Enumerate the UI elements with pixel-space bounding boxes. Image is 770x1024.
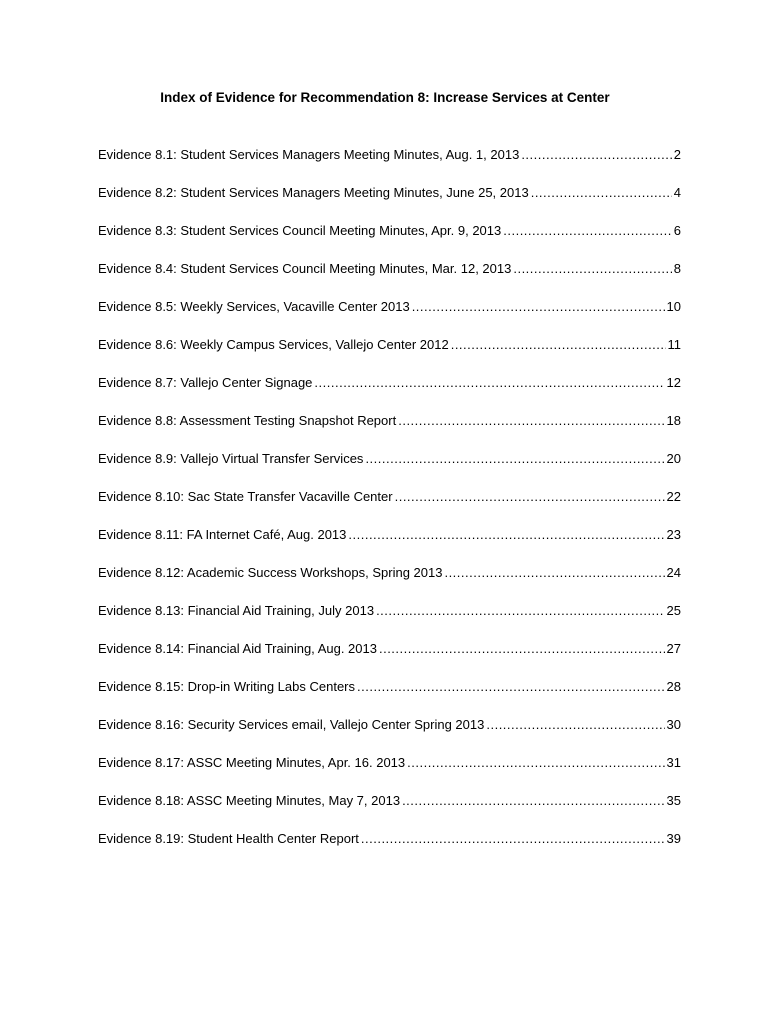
entry-title: Evidence 8.16: Security Services email, Vallejo Center Spring 2013	[98, 717, 485, 732]
evidence-index-list	[98, 145, 681, 867]
dot-leader	[503, 221, 672, 241]
entry-title: Evidence 8.17: ASSC Meeting Minutes, Apr. 16. 2013	[98, 755, 406, 770]
entry-page-number: 25	[666, 603, 681, 618]
dot-leader	[407, 753, 664, 773]
dot-leader	[357, 677, 665, 697]
entry-page-number: 6	[673, 223, 681, 238]
dot-leader	[379, 639, 665, 659]
dot-leader	[513, 259, 671, 279]
entry-title: Evidence 8.14: Financial Aid Training, Aug. 2013	[98, 641, 377, 656]
dot-leader	[531, 183, 672, 203]
entry-page-number: 11	[667, 337, 681, 352]
index-entry	[98, 297, 681, 335]
index-entry	[98, 259, 681, 297]
dot-leader	[361, 829, 665, 849]
entry-page-number: 39	[666, 831, 681, 846]
entry-title: Evidence 8.11: FA Internet Café, Aug. 2013	[98, 527, 347, 542]
index-entry	[98, 715, 681, 753]
entry-title: Evidence 8.15: Drop-in Writing Labs Centers	[98, 679, 355, 694]
entry-page-number: 28	[666, 679, 681, 694]
index-entry	[98, 677, 681, 715]
dot-leader	[376, 601, 664, 621]
entry-title: Evidence 8.19: Student Health Center Report	[98, 831, 359, 846]
dot-leader	[486, 715, 664, 735]
entry-page-number: 22	[666, 489, 681, 504]
entry-title: Evidence 8.8: Assessment Testing Snapshot Report	[98, 413, 397, 428]
entry-title: Evidence 8.5: Weekly Services, Vacaville Center 2013	[98, 299, 410, 314]
index-entry	[98, 373, 681, 411]
index-entry	[98, 829, 681, 867]
index-entry	[98, 525, 681, 563]
entry-page-number: 30	[666, 717, 681, 732]
entry-page-number: 23	[666, 527, 681, 542]
entry-title: Evidence 8.9: Vallejo Virtual Transfer Services	[98, 451, 364, 466]
index-entry	[98, 487, 681, 525]
entry-title: Evidence 8.7: Vallejo Center Signage	[98, 375, 313, 390]
entry-title: Evidence 8.4: Student Services Council Meeting Minutes, Mar. 12, 2013	[98, 261, 512, 276]
dot-leader	[395, 487, 665, 507]
entry-page-number: 20	[666, 451, 681, 466]
index-entry	[98, 563, 681, 601]
entry-title: Evidence 8.2: Student Services Managers Meeting Minutes, June 25, 2013	[98, 185, 529, 200]
dot-leader	[314, 373, 664, 393]
dot-leader	[412, 297, 665, 317]
entry-page-number: 2	[673, 147, 681, 162]
index-entry	[98, 753, 681, 791]
entry-title: Evidence 8.13: Financial Aid Training, July 2013	[98, 603, 375, 618]
entry-title: Evidence 8.6: Weekly Campus Services, Vallejo Center 2012	[98, 337, 449, 352]
index-entry	[98, 791, 681, 829]
entry-page-number: 8	[673, 261, 681, 276]
index-entry	[98, 145, 681, 183]
dot-leader	[348, 525, 664, 545]
page-title: Index of Evidence for Recommendation 8: Increase Services at Center	[160, 90, 610, 105]
entry-page-number: 10	[666, 299, 681, 314]
index-entry	[98, 411, 681, 449]
entry-page-number: 35	[666, 793, 681, 808]
dot-leader	[365, 449, 664, 469]
index-entry	[98, 601, 681, 639]
entry-page-number: 24	[666, 565, 681, 580]
index-entry	[98, 639, 681, 677]
dot-leader	[451, 335, 666, 355]
entry-title: Evidence 8.12: Academic Success Workshops, Spring 2013	[98, 565, 443, 580]
entry-title: Evidence 8.1: Student Services Managers Meeting Minutes, Aug. 1, 2013	[98, 147, 520, 162]
entry-page-number: 12	[666, 375, 681, 390]
entry-page-number: 27	[666, 641, 681, 656]
index-entry	[98, 335, 681, 373]
dot-leader	[444, 563, 664, 583]
dot-leader	[398, 411, 664, 431]
index-entry	[98, 221, 681, 259]
index-entry	[98, 449, 681, 487]
entry-page-number: 18	[666, 413, 681, 428]
entry-title: Evidence 8.18: ASSC Meeting Minutes, May 7, 2013	[98, 793, 401, 808]
entry-title: Evidence 8.10: Sac State Transfer Vacaville Center	[98, 489, 393, 504]
entry-page-number: 4	[673, 185, 681, 200]
dot-leader	[402, 791, 664, 811]
dot-leader	[521, 145, 671, 165]
entry-title: Evidence 8.3: Student Services Council Meeting Minutes, Apr. 9, 2013	[98, 223, 502, 238]
index-entry	[98, 183, 681, 221]
entry-page-number: 31	[666, 755, 681, 770]
